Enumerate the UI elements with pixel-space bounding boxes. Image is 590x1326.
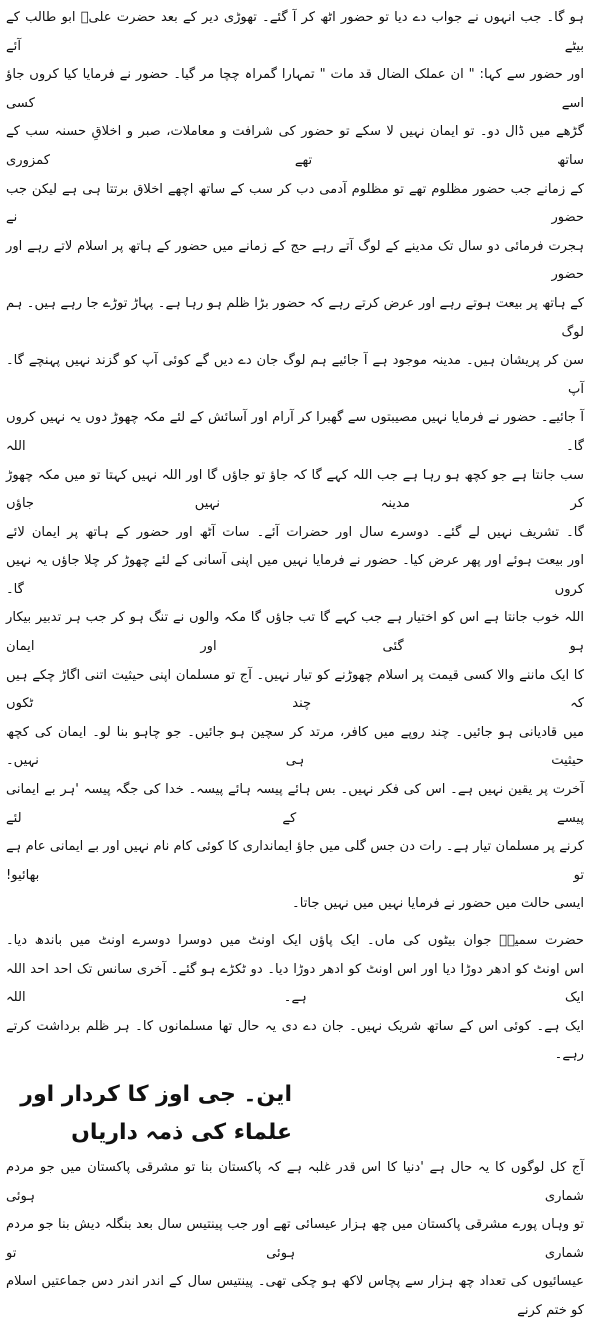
text-line: کا ایک ماننے والا کسی قیمت پر اسلام چھوڑنے کو تیار نہیں۔ آج تو مسلمان اپنی حیثیت اتنی اگاڑ چکے ہیں کہ چند ٹکوں [6, 667, 584, 712]
section-heading: این۔ جی اوز کا کردار اور علماء کی ذمہ داریاں [20, 1081, 292, 1145]
text-line: میں قادیانی ہو جائیں۔ چند روپے میں کافر، مرتد کر سچین ہو جائیں۔ جو چاہو بنا لو۔ ایمان کی کچھ حیثیت ہی نہیں۔ [6, 724, 584, 769]
text-line: گڑھے میں ڈال دو۔ تو ایمان نہیں لا سکے تو حضور کی شرافت و معاملات، صبر و اخلاقِ حسنہ سب کے ساتھ تھے کمزوری [6, 124, 584, 168]
text-line: آج کل لوگوں کا یہ حال ہے 'دنیا کا اس قدر غلبہ ہے کہ پاکستان بنا تو مشرقی پاکستان میں جو مردم شماری ہوئی [6, 1159, 584, 1204]
text-line: کے زمانے جب حضور مظلوم تھے تو مظلوم آدمی دب کر سب کے ساتھ اچھے اخلاق برتتا ہی ہے لیکن جب حضور نے [6, 181, 584, 226]
text-line: سن کر پریشان ہیں۔ مدینہ موجود ہے آ جائیے ہم لوگ جان دے دیں گے کوئی آپ کو گزند نہیں پہنچے گا۔ آپ [6, 353, 584, 397]
paragraph-prophet-migration [6, 4, 584, 919]
text-line: سب جانتا ہے جو کچھ ہو رہا ہے جب اللہ کہے گا کہ جاؤ تو جاؤں گا اور اللہ نہیں کہتا تو میں مکہ چھوڑ کر مدینہ نہیں جاؤں [6, 467, 584, 512]
text-line: عیسائیوں کی تعداد چھ ہزار سے پچاس لاکھ ہو چکی تھی۔ پینتیس سال کے اندر اندر دس جماعتیں اسلام کو ختم کرنے [6, 1274, 584, 1318]
text-line: تو وہاں پورے مشرقی پاکستان میں چھ ہزار عیسائی تھے اور جب پینتیس سال بعد بنگلہ دیش بنا جو مردم شماری ہوئی تو [6, 1217, 584, 1261]
paragraph-ngo-intro [6, 1154, 584, 1326]
paragraph-sumayya [6, 927, 584, 1070]
text-line: اور بیعت ہوئے اور پھر عرض کیا۔ حضور نے فرمایا نہیں میں اپنی آسانی کے لئے چھوڑ کر چلا جاؤں یہ نہیں کروں گا۔ [6, 553, 584, 597]
text-line: آخرت پر یقین نہیں ہے۔ اس کی فکر نہیں۔ بس ہائے پیسہ ہائے پیسہ۔ خدا کی جگہ پیسہ 'ہر بے ایمانی پیسے کے لئے [6, 782, 584, 826]
text-line: کے ہاتھ پر بیعت ہوتے رہے اور عرض کرتے رہے کہ حضور بڑا ظلم ہو رہا ہے۔ پہاڑ توڑے جا رہے ہیں۔ ہم لوگ [6, 295, 584, 340]
text-line: گا۔ تشریف نہیں لے گئے۔ دوسرے سال اور حضرات آئے۔ سات آٹھ اور حضور کے ہاتھ پر ایمان لائے [6, 524, 584, 540]
text-line: حضرت سمیہؓ جوان بیٹوں کی ماں۔ ایک پاؤں ایک اونٹ میں دوسرا دوسرے اونٹ میں باندھ دیا۔ [6, 933, 584, 948]
text-line: ہجرت فرمائی دو سال تک مدینے کے لوگ آتے رہے حج کے زمانے میں حضور کے ہاتھ پر اسلام لاتے رہے اور حضور [6, 238, 584, 283]
text-line: کرنے پر مسلمان تیار ہے۔ رات دن جس گلی میں جاؤ ایمانداری کا کوئی کام نام نہیں اور بے ایمانی عام ہے تو بھائیو! [6, 839, 584, 883]
text-line: اللہ خوب جانتا ہے اس کو اختیار ہے جب کہے گا تب جاؤں گا مکہ والوں نے تنگ ہو کر جب ہر تدبیر بیکار ہو گئی اور ایمان [6, 610, 584, 655]
text-line: آ جائیے۔ حضور نے فرمایا نہیں مصیبتوں سے گھبرا کر آرام اور آسائش کے لئے مکہ چھوڑ دوں یہ نہیں کروں گا۔ اللہ [6, 410, 584, 454]
text-line: اس اونٹ کو ادھر دوڑا دیا اور اس اونٹ کو ادھر دوڑا دیا۔ دو ٹکڑے ہو گئے۔ آخری سانس تک احد احد اللہ ایک ہے۔ اللہ [6, 961, 584, 1006]
text-line: ایسی حالت میں حضور نے فرمایا نہیں میں نہیں جاتا۔ [292, 896, 584, 912]
text-line: ایک ہے۔ کوئی اس کے ساتھ شریک نہیں۔ جان دے دی یہ حال تھا مسلمانوں کا۔ ہر ظلم برداشت کرتے رہے۔ [6, 1018, 584, 1063]
text-line: اور حضور سے کہا: " ان عملک الضال قد مات " تمہارا گمراہ چچا مر گیا۔ حضور نے فرمایا کیا کروں جاؤ اسے کسی [6, 67, 584, 111]
text-line: ہو گا۔ جب انہوں نے جواب دے دیا تو حضور اٹھ کر آ گئے۔ تھوڑی دیر کے بعد حضرت علیؓ ابو طالب کے بیٹے آئے [6, 10, 584, 54]
